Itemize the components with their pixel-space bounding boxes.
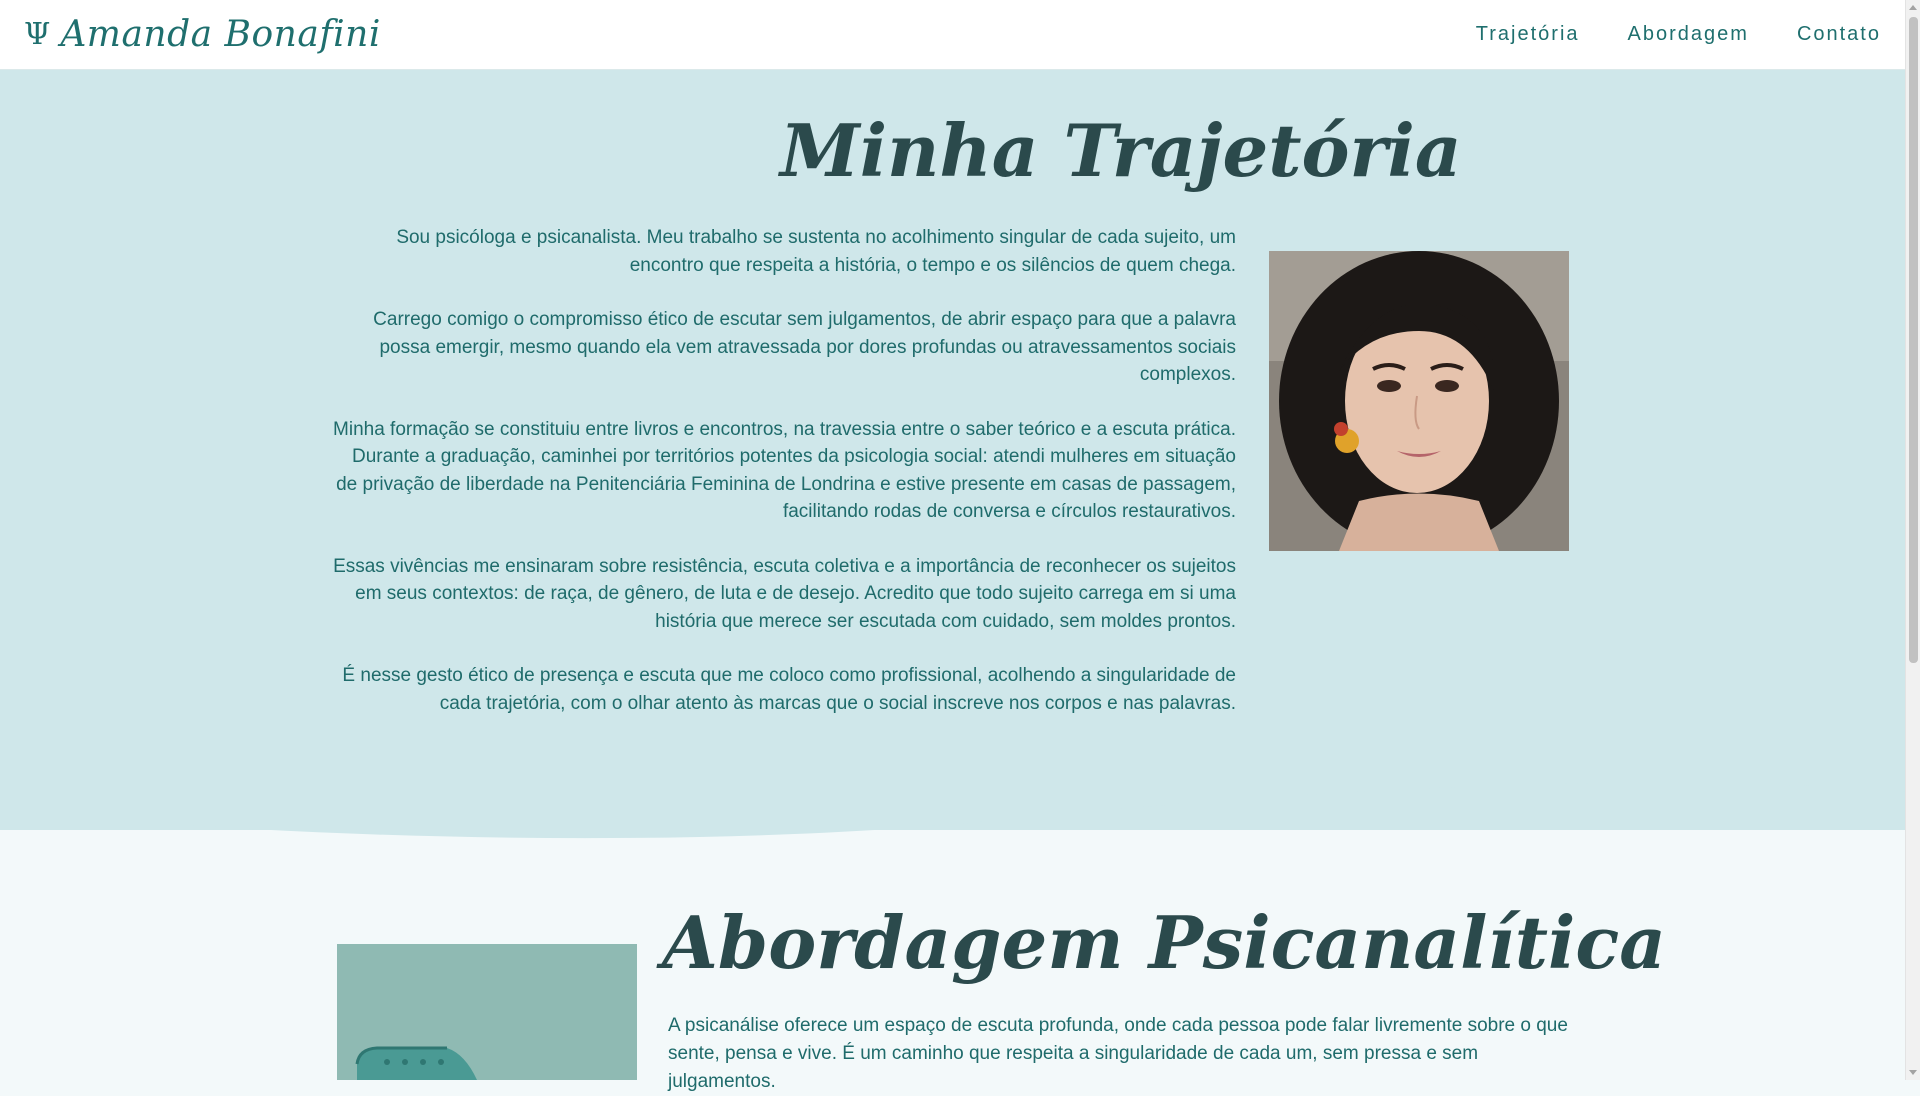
trajetoria-paragraph: Carrego comigo o compromisso ético de escutar sem julgamentos, de abrir espaço para que a palavra possa emergir, mesmo quando ela vem atravessada por dores profundas ou atravessamentos sociais complexos. <box>373 309 1236 385</box>
nav-link-contato[interactable]: Contato <box>1796 23 1881 45</box>
scroll-up-arrow-icon[interactable] <box>1909 5 1917 10</box>
abordagem-title: Abordagem Psicanalítica <box>662 900 1666 985</box>
page-scrollbar[interactable] <box>1905 0 1920 1080</box>
psi-icon: Ψ <box>24 16 51 52</box>
abordagem-image <box>337 944 637 1080</box>
trajetoria-paragraph: Sou psicóloga e psicanalista. Meu trabalho se sustenta no acolhimento singular de cada sujeito, um encontro que respeita a história, o tempo e os silêncios de quem chega. <box>396 227 1236 276</box>
trajetoria-paragraph: É nesse gesto ético de presença e escuta que me coloco como profissional, acolhendo a singularidade de cada trajetória, com o olhar atento às marcas que o social inscreve nos corpos e nas palavras. <box>342 665 1236 714</box>
scrollbar-thumb[interactable] <box>1909 17 1918 663</box>
nav-link-abordagem[interactable]: Abordagem <box>1627 23 1749 45</box>
abordagem-text <box>668 1012 1568 1096</box>
trajetoria-title: Minha Trajetória <box>780 108 1462 193</box>
nav-link-trajetoria[interactable]: Trajetória <box>1475 23 1580 45</box>
site-header <box>0 0 1905 70</box>
profile-photo <box>1269 251 1569 551</box>
brand-name: Amanda Bonafini <box>60 14 381 55</box>
abordagem-paragraph: A psicanálise oferece um espaço de escuta profunda, onde cada pessoa pode falar livremente sobre o que sente, pensa e vive. É um caminho que respeita a singularidade de cada um, sem pressa e sem julgamentos. <box>668 1015 1568 1092</box>
brand-logo[interactable] <box>24 14 381 55</box>
trajetoria-paragraph: Minha formação se constituiu entre livros e encontros, na travessia entre o saber teórico e a escuta prática. Durante a graduação, caminhei por territórios potentes da psicologia social: atendi mulheres em situação de privação de liberdade na Penitenciária Feminina de Londrina e estive presente em casas de passagem, facilitando rodas de conversa e círculos restaurativos. <box>333 418 1236 522</box>
scroll-down-arrow-icon[interactable] <box>1909 1070 1917 1075</box>
section-wave-divider <box>0 770 1905 860</box>
trajetoria-paragraph: Essas vivências me ensinaram sobre resistência, escuta coletiva e a importância de reconhecer os sujeitos em seus contextos: de raça, de gênero, de luta e de desejo. Acredito que todo sujeito carrega em si uma história que merece ser escutada com cuidado, sem moldes prontos. <box>333 555 1236 632</box>
trajetoria-text <box>330 224 1236 744</box>
main-nav <box>1476 23 1881 46</box>
